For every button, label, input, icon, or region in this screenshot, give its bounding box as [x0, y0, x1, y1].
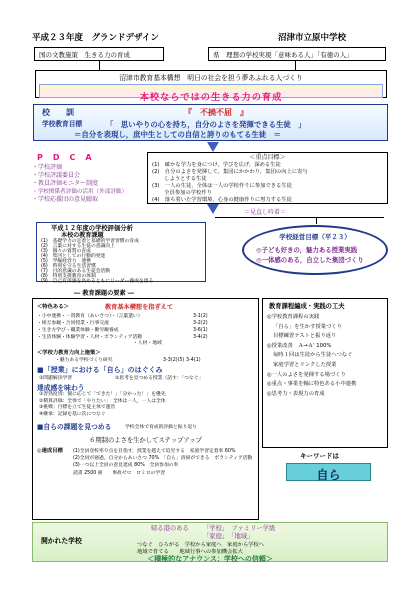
- growth-num: 3-3(2)(5) 3-4(1): [163, 358, 201, 363]
- skills-item: 毎時１回は生徒から生徒へつなぐ: [273, 352, 353, 359]
- community-line: つなぐ ひろがる 学校から家庭へ 家庭から学校へ: [137, 542, 265, 548]
- practice-title: ― 教育課題の要素 ―: [74, 290, 134, 297]
- analysis-subtitle: 本校の教育課題: [61, 232, 104, 239]
- analysis-item: (8) 特別支援教育の体制: [41, 274, 96, 279]
- community-tag: 「家庭」: [203, 533, 226, 540]
- keyword-box: [286, 463, 371, 481]
- strategy-red: 教育基本構想を指ぎえて: [105, 304, 174, 311]
- pdca-item: ・学校評価: [32, 164, 63, 171]
- pdca-item: ・学校応援団の意見聴取: [32, 196, 99, 203]
- sense-item: ③挑戦：目標を立て生徒主体で運営: [39, 405, 116, 410]
- strategy-num: 3-4(2): [193, 335, 208, 340]
- own-title: ■自らの課題を見つめる: [37, 423, 112, 431]
- down-arrow-icon: [207, 142, 219, 152]
- focus-goal-item: (1) 確かな学力を身につけ，学びを広げ，深める生徒: [152, 162, 281, 168]
- motto-label: 校 訓: [42, 108, 74, 117]
- strategy-extra: ・人材・地域: [133, 341, 162, 346]
- target-item: (3)一つ以上全員の意見達成 80%: [73, 463, 145, 468]
- analysis-item: (2) 言葉に対する生徒の意識向上: [41, 244, 115, 249]
- own-item: 学校全体で育成的評価と振り返り: [125, 425, 197, 430]
- connector-line: [316, 217, 317, 224]
- city-plan-box: [35, 70, 387, 103]
- target-item: 全員参加の率: [149, 463, 179, 468]
- pdca-item: ・教員評価モニター制度: [32, 180, 99, 187]
- community-tag: ファミリー学級: [231, 525, 276, 532]
- school-goal-2: ＝自分を表現し，庶中生としての自信と誇りのもてる生徒 ＝: [74, 130, 281, 139]
- focus-goal-item: しようとする生徒: [152, 176, 207, 182]
- strategy-item: ・小中連携・一貫教育（あいさつ）・（言葉遣い）: [37, 314, 143, 319]
- school-motto-box: [33, 104, 388, 141]
- keyword-label: キーワードは: [300, 452, 339, 460]
- school-name: 沼津市立原中学校: [278, 33, 347, 43]
- skills-item: 家庭学習とリンクした授業: [273, 361, 337, 368]
- vision-item: ◎子ども好きの，魅力ある授業実践: [256, 246, 358, 254]
- strategy-item: ・相互参観・合同授業・行事交流: [37, 321, 109, 326]
- national-policy-box: 国の文教施策 生きる力の育成: [34, 47, 164, 61]
- focus-goal-item: (3) 一人の生徒，全体は一人の学校作りに参加できる生徒: [152, 183, 292, 189]
- strategy-num: 3-6(1): [193, 328, 208, 333]
- community-motto: ＜積極的なアナウンス：学校への信頼＞: [147, 555, 273, 563]
- kizuna-item: ①問題解決学習: [39, 376, 73, 381]
- growth-item: ・魅力ある学校づくり研究: [55, 358, 113, 363]
- keyword-value: 自ら: [316, 468, 341, 482]
- city-plan-title: 本校ならではの生きる力の育成: [139, 92, 283, 103]
- skills-item: 目標練習テストと振り返り: [273, 333, 337, 340]
- skills-item: 「自ら」を生かす授業づくり: [273, 323, 342, 330]
- target-bottom: 読書 2500 冊 事故ゼロ ロミロの学習: [73, 471, 166, 476]
- analysis-box: [36, 222, 206, 282]
- community-tag: 「学校」: [203, 525, 226, 532]
- analysis-item: (3) 個々の資質の育成: [41, 249, 91, 254]
- focus-goal-item: (2) 自分のよさを発揮して，集団にかかわり，集団の向上に寄与: [152, 169, 308, 175]
- analysis-item: (7) 目的意識のある生徒会活動: [41, 269, 111, 274]
- sense-item: ④継承：記録を基に次につなぐ: [39, 411, 106, 417]
- strategy-num: 3-1(2): [193, 314, 208, 319]
- target-item: ボランティア活動: [214, 456, 253, 461]
- analysis-item: (9) 自己有用感を高めるともにリーダー養成を図る: [41, 279, 154, 284]
- target-item: 「自ら」清掃ができる: [163, 456, 210, 461]
- vision-box-title: 学校経営目標（平２３）: [279, 233, 351, 241]
- vision-oval: [242, 225, 388, 275]
- pdca-title: P D C A: [37, 153, 93, 162]
- kizuna-item: ②思考を見つめる授業（話す：「つなぐ」: [115, 376, 204, 381]
- analysis-item: (4) 集団としての行動的発達: [41, 254, 106, 259]
- motto-value: 『 不撓不屈 』: [184, 108, 248, 117]
- target-item: (2)全員が通過，自分からあいさつ 70%: [73, 456, 160, 461]
- analysis-title: 平成１２年度の学校評価分析: [51, 225, 133, 232]
- skills-item: ◎重点・事業を軸に特色ある小中連携: [267, 381, 357, 388]
- focus-goals-box: [147, 152, 388, 204]
- community-center: 帰る港のある: [151, 525, 189, 532]
- skills-item: ◎一人のよさを発揮する場づくり: [267, 371, 346, 378]
- skills-item: ◎学校教育課程の実践: [267, 314, 320, 320]
- school-goal-1: 「 思いやりの心を持ち，自分のよさを発揮できる生徒 」: [106, 120, 306, 129]
- practice-box: [32, 298, 259, 520]
- sense-item: ①習熟度別：個に応じて「できた！」「分かった！」を優先: [39, 392, 166, 397]
- strategy-item: ・生活体験・体験学習・人材・ボランティア活動: [37, 335, 143, 340]
- community-left: 開かれた学校: [41, 537, 82, 545]
- strategy-num: 3-2(2): [193, 321, 208, 326]
- sense-item: ②積算評価：全体で「やりたい」 全体は一人，一人は全体: [39, 398, 166, 404]
- analysis-item: (6) 時刻を守る生活習慣: [41, 264, 96, 269]
- focus-goal-item: 全員参加の学校作り: [152, 190, 212, 196]
- target-item: 家庭学習定着率 60%: [189, 449, 236, 454]
- school-goal-label: 学校教育目標: [42, 120, 83, 128]
- skills-item: ◎授業改善 Ａ→Ａ' 100%: [267, 342, 332, 349]
- prefecture-policy-box: 県 理想の学校実現「意味ある人」「有徳の人」: [208, 47, 386, 61]
- community-line: 地域で育てる 地域行事への参加機会拡大: [137, 549, 243, 555]
- focus-goals-title: ＜重点目標＞: [249, 154, 286, 161]
- pdca-item: ・学校関係者評価の活用（外部評価）: [32, 189, 128, 195]
- connector-line: [295, 61, 296, 70]
- community-box: [32, 522, 388, 562]
- focus-goal-item: (4) 落ち着いた学習環境，心身の健康作りに努力する生徒: [152, 197, 292, 203]
- skills-item: ◎思考力・表現力の育成: [267, 390, 325, 397]
- kizuna-title: ■「授業」における「自ら」のはぐくみ: [37, 366, 163, 374]
- vision-item: ◎一体感のある，自立した集団づくり: [256, 256, 364, 264]
- strategy-item: ・生き方学び・職業体験・勤労観養成: [37, 328, 119, 333]
- strategy-title: ＜特色ある＞: [37, 304, 69, 310]
- community-tag: 「地域」: [231, 533, 254, 540]
- pdca-item: ・学校評議委員会: [32, 172, 81, 179]
- down-arrow-icon: [207, 204, 219, 214]
- vision-title: ＝見直し吟着＝: [244, 209, 287, 216]
- connector-line: [215, 217, 384, 218]
- skills-box: [262, 298, 388, 448]
- target-item: (1)全員登校率０点を目指す，授業を越えて追究する: [73, 449, 185, 454]
- city-plan-text: 沼津市教育基本構想 明日の社会を担う夢あふれる人づくり: [119, 74, 303, 82]
- analysis-item: (5) 学級経営力 連携: [41, 259, 91, 264]
- pdca-list: [32, 164, 144, 209]
- target-title: ◎達成目標: [37, 448, 63, 454]
- growth-title: ＜学校力教育力向上施策＞: [37, 350, 101, 356]
- page-title: 平成２３年度 グランドデザイン: [32, 33, 159, 43]
- analysis-item: (1) 基礎学力の定着と基礎的学習習慣の育成: [41, 239, 139, 244]
- sense-title: 達成感を味わう: [37, 384, 85, 392]
- continue-text: ６期制のよさを生かしてステップアップ: [89, 437, 202, 444]
- skills-title: 教育課程編成・実践の工夫: [269, 303, 345, 310]
- connector-line: [99, 61, 100, 70]
